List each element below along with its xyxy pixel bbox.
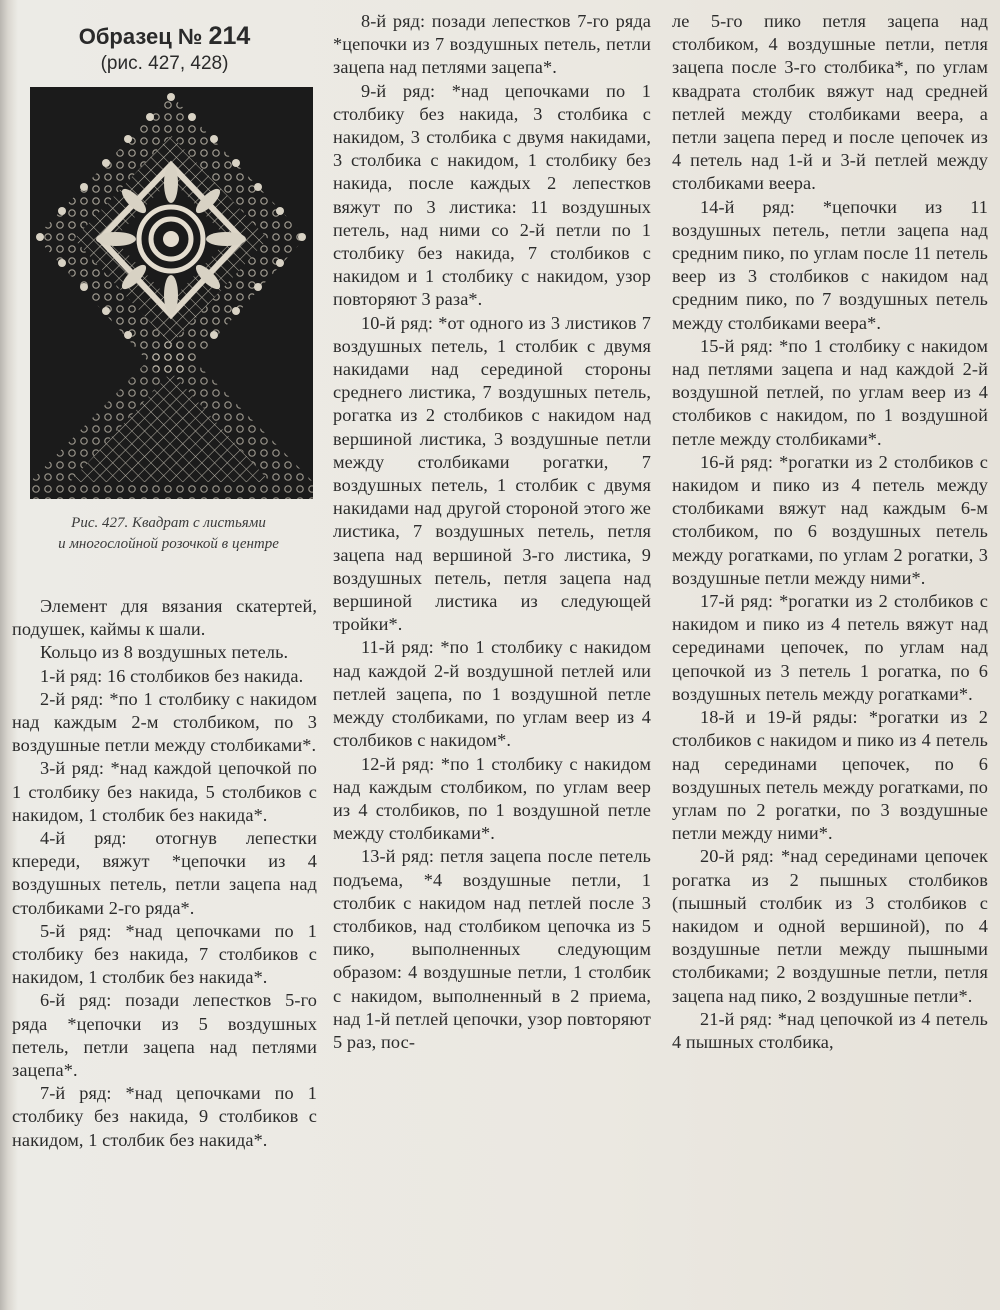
paragraph: 10-й ряд: *от одного из 3 листиков 7 воздушных петель, 1 столбик с двумя накидами над серединой стороны среднего листика, 7 воздушных петель, рогатка из 2 столбиков с накидом над вершиной листика, 3 воздушные петли между столбиками рогатки, 7 воздушных петель, 1 столбик с двумя накидами над другой стороной этого же листика, 7 воздушных петель, петля зацепа над вершиной 3-го листика, 9 воздушных петель, петля зацепа над вершиной листика из следующей тройки*. [333,312,651,635]
column-3 [672,10,988,1054]
paragraph: Кольцо из 8 воздушных петель. [40,642,289,663]
pattern-title [12,22,317,51]
paragraph: 1-й ряд: 16 столбиков без накида. [40,665,304,686]
paragraph: 21-й ряд: *над цепочкой из 4 петель 4 пышных столбика, [672,1008,988,1052]
column-3-text [672,10,988,1054]
paragraph: 2-й ряд: *по 1 столбику с накидом над каждым 2-м столбиком, по 3 воздушные петли между столбиками*. [12,688,317,756]
lace-square-photo [30,87,313,499]
paragraph: 11-й ряд: *по 1 столбику с накидом над каждой 2-й воздушной петлей или петлей зацепа, по 1 воздушной петле между столбиками, по углам веер из 4 столбиков с накидом*. [333,637,651,751]
paragraph: 4-й ряд: отогнув лепестки кпереди, вяжут *цепочки из 4 воздушных петель, петли зацепа над столбиками 2-го ряда*. [12,828,317,918]
paragraph: 3-й ряд: *над каждой цепочкой по 1 столбику без накида, 5 столбиков с накидом, 1 столбик без накида*. [12,758,317,825]
figure-reference: (рис. 427, 428) [100,53,229,74]
caption-line-1: Рис. 427. Квадрат с листьями [71,515,266,531]
paragraph: 12-й ряд: *по 1 столбику с накидом над каждым столбиком, по углам веер из 4 столбиков, по 1 воздушной петле между столбиками*. [333,753,651,844]
paragraph: 16-й ряд: *рогатки из 2 столбиков с накидом и пико из 4 петель между столбиками вяжут над каждым 6-м столбиком, по 6 воздушных петель между рогатками, по углам 2 рогатки, 3 воздушные петли между ними*. [672,451,988,588]
caption-line-2: и многослойной розочкой в центре [58,536,279,552]
paragraph-continuation: ле 5-го пико петля зацепа над столбиком, 4 воздушные петли, петля зацепа после 3-го столбика*, по углам квадрата столбик вяжут над средней петлей между столбиками веера, а петли зацепа перед и после цепочек из 4 петель над 1-й и 3-й петлей между столбиками веера. [672,11,988,194]
title-number: 214 [208,22,251,50]
paragraph: Элемент для вязания скатертей, подушек, каймы к шали. [12,596,317,640]
title-prefix: Образец № [78,24,203,49]
paragraph: 7-й ряд: *над цепочками по 1 столбику без накида, 9 столбиков с накидом, 1 столбик без накида*. [12,1083,317,1150]
paragraph: 20-й ряд: *над серединами цепочек рогатка из 2 пышных столбиков (пышный столбик из 3 столбиков с накидом и одной вершиной), по 4 воздушные петли между пышными столбиками; 2 воздушные петли, петля зацепа над пико, 2 воздушные петли*. [672,846,988,1006]
paragraph: 14-й ряд: *цепочки из 11 воздушных петель, петли зацепа над средним пико, по углам после 11 петель веер из 3 столбиков с накидом над средним пико, по 7 воздушных петель между столбиками веера*. [672,196,988,333]
figure-caption [20,513,317,555]
paragraph: 6-й ряд: позади лепестков 5-го ряда *цепочки из 5 воздушных петель, петли зацепа над петлями зацепа*. [12,990,317,1081]
column-1-text [12,595,317,1152]
paragraph: 8-й ряд: позади лепестков 7-го ряда *цепочки из 7 воздушных петель, петли зацепа над петлями зацепа*. [333,11,651,78]
paragraph: 18-й и 19-й ряды: *рогатки из 2 столбиков с накидом и пико из 4 петель над серединами цепочек, по 6 воздушных петель между рогатками, по углам по 2 рогатки, по 3 воздушные петли между ними*. [672,707,988,844]
paragraph: 9-й ряд: *над цепочками по 1 столбику без накида, 3 столбика с накидом, 3 столбика с двумя накидами, 3 столбика с накидом, 1 столбику без накида, после каждых 2 лепестков вяжут по 3 листика: 11 воздушных петель, над ними со 2-й петли по 1 столбику без накида, 7 столбиков с накидом и 1 столбику с накидом, узор повторяют 3 раза*. [333,80,651,310]
column-2 [333,10,651,1054]
paragraph: 15-й ряд: *по 1 столбику с накидом над петлями зацепа и над каждой 2-й воздушной петлей, по углам веер из 4 столбиков с накидом, по 1 воздушной петле между столбиками*. [672,335,988,449]
lace-illustration [30,87,313,499]
paragraph: 5-й ряд: *над цепочками по 1 столбику без накида, 7 столбиков с накидом, 1 столбик без накида*. [12,920,317,988]
column-1 [12,10,317,1152]
column-2-text [333,10,651,1054]
paragraph: 13-й ряд: петля зацепа после петель подъема, *4 воздушные петли, 1 столбик с накидом над петлей после 3 столбиков, над столбиком цепочка из 5 пико, выполненных следующим образом: 4 воздушные петли, 1 столбик с накидом, выполненный в 2 приема, над 1-й петлей цепочки, узор повторяют 5 раз, пос- [333,846,651,1052]
paragraph: 17-й ряд: *рогатки из 2 столбиков с накидом и пико из 4 петель вяжут над серединами цепочек, по углам над цепочкой из 3 петель 1 рогатка, по 6 воздушных петель между рогатками*. [672,591,988,704]
